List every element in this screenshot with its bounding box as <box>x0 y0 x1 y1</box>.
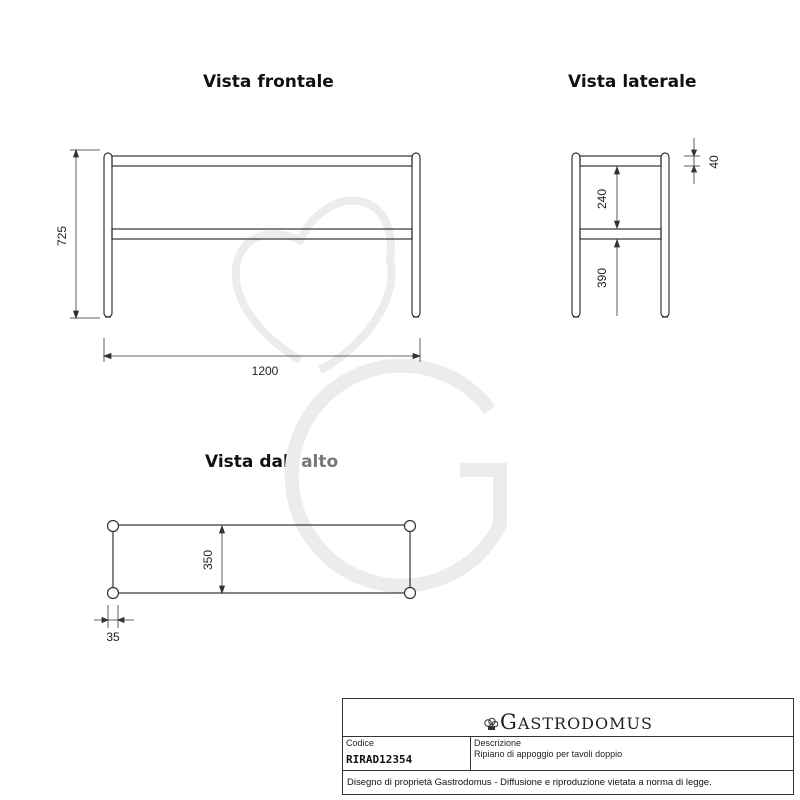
code-label: Codice <box>346 738 375 748</box>
title-block <box>342 698 794 795</box>
description-value: Ripiano di appoggio per tavoli doppio <box>474 749 623 759</box>
side-lower-gap-label: 390 <box>595 267 609 289</box>
top-leg-bottom-right <box>405 588 416 599</box>
top-depth-label: 350 <box>201 549 215 571</box>
top-view-title-alt: ’alto <box>294 452 339 472</box>
brand-initial: G <box>500 710 518 734</box>
side-middle-shelf <box>580 229 661 239</box>
front-width-dimension <box>104 338 420 362</box>
side-top-thickness-label: 40 <box>707 155 721 169</box>
side-view-drawing <box>572 153 669 317</box>
front-left-leg <box>104 153 112 317</box>
description-cell <box>471 737 793 770</box>
side-dimensions <box>615 138 701 316</box>
watermark-logo <box>236 201 500 586</box>
side-top-shelf <box>580 156 661 166</box>
chef-hat-icon <box>483 717 499 733</box>
description-label: Descrizione <box>474 738 522 748</box>
top-leg-label: 35 <box>106 630 120 644</box>
brand-logo <box>483 710 653 734</box>
side-right-leg <box>661 153 669 317</box>
code-cell <box>343 737 471 770</box>
top-view-title-main: Vista dall <box>205 452 295 472</box>
ownership-footer: Disegno di proprietà Gastrodomus - Diffusione e riproduzione vietata a norma di legge. <box>347 777 712 788</box>
brand-rest: ASTRODOMUS <box>517 714 653 733</box>
top-leg-top-left <box>108 521 119 532</box>
side-view-title: Vista laterale <box>568 72 697 92</box>
front-height-label: 725 <box>55 225 69 247</box>
front-view-title: Vista frontale <box>203 72 334 92</box>
info-row <box>343 737 793 771</box>
front-width-label: 1200 <box>251 364 279 378</box>
front-height-dimension <box>70 150 100 318</box>
front-top-shelf <box>112 156 412 166</box>
code-value: RIRAD12354 <box>346 753 413 766</box>
front-right-leg <box>412 153 420 317</box>
brand-row <box>343 699 793 737</box>
side-left-leg <box>572 153 580 317</box>
side-upper-gap-label: 240 <box>595 188 609 210</box>
top-leg-bottom-left <box>108 588 119 599</box>
top-leg-top-right <box>405 521 416 532</box>
